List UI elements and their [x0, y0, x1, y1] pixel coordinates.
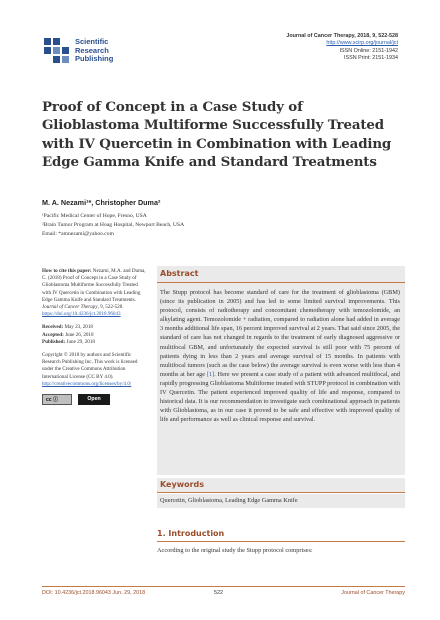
footer-doi: DOI: 10.4236/jct.2018.96043 Jun. 29, 2018 — [42, 590, 146, 596]
abstract-heading: Abstract — [160, 269, 199, 278]
license-link[interactable]: http://creativecommons.org/licenses/by/4.0/ — [42, 380, 132, 387]
publisher-name: Scientific Research Publishing — [75, 37, 114, 64]
affiliation-1: ¹Pacific Medical Center of Hope, Fresno, USA — [42, 213, 147, 219]
introduction-body: According to the original study the Stupp protocol comprises: — [157, 547, 313, 554]
doi-link[interactable]: https://doi.org/10.4236/jct.2018.96043 — [42, 311, 121, 318]
keywords-list: Quercetin, Glioblastoma, Leading Edge Gamma Knife — [157, 494, 405, 508]
journal-info — [218, 33, 398, 63]
how-to-cite: How to cite this paper: Nezami, M.A. and Duma, C. (2018) Proof of Concept in a Case Study of Glioblastoma Multiforme Successfully Treated with IV Quercetin in Combination with Leading Edge Gamma Knife and Standard Treatments. Journal of Cancer Therapy, 9, 522-528. https://doi.org/10.4236/jct.2018.96043 — [42, 268, 146, 318]
article-title: Proof of Concept in a Case Study of Glioblastoma Multiforme Successfully Treated with IV Quercetin in Combination with Leading Edge Gamma Knife and Standard Treatments — [42, 99, 392, 170]
author-affiliations — [42, 212, 322, 239]
affiliation-2: ²Brain Tumor Program at Hoag Hospital, Newport Beach, USA — [42, 222, 185, 228]
introduction-header — [157, 528, 405, 542]
license-badges — [42, 394, 147, 414]
publisher-logo — [42, 36, 182, 68]
author-email[interactable]: Email: *amnezami@yahoo.com — [42, 231, 114, 237]
page-number: 522 — [214, 590, 223, 596]
cc-by-badge[interactable]: cc ⓘ — [42, 394, 72, 405]
abstract-header — [157, 266, 405, 283]
article-sidebar — [42, 268, 147, 414]
keywords-heading: Keywords — [160, 480, 205, 489]
introduction-heading: 1. Introduction — [157, 529, 225, 538]
copyright-notice: Copyright © 2018 by authors and Scientific Research Publishing Inc. This work is licensed under the Creative Commons Attribution International License (CC BY 4.0). http://creativecommons.org/licenses/by/4.0/ — [42, 352, 138, 387]
issn-online: ISSN Online: 2151-1942 — [339, 47, 398, 54]
reference-link[interactable]: [1] — [206, 370, 215, 378]
issn-print: ISSN Print: 2151-1934 — [344, 55, 398, 62]
open-access-badge: Open Access — [78, 394, 110, 405]
article-dates: Received: May 23, 2018 Accepted: June 26, 2018 Published: June 29, 2018 — [42, 324, 95, 345]
abstract-body: The Stupp protocol has become standard of care for the treatment of glioblastoma (GBM) (since its publication in 2005) and has led to some limited survival improvements. This protocol, consists of radiotherapy and concomitant chemotherapy with temozolomide, an alkylating agent. Temozolomide + radiation, compared to radiation alone had added in average 3 months additional life span, 16 percent improved survival at 2 years. That said since 2005, the standard of care has not changed in regards to the treatment of early diagnosed aggressive or multifocal GBM, and unfortunately the expected survival is still poor with 75 percent of patients dying in less than 2 years and average survival of 15 months. In patients with multifocal tumors (such as the case below) the average survival is even worse with less than 4 months at her age [1]. Here we present a case study of a patient with advanced multifocal, and rapidly progressing Glioblastoma Multiforme treated with STUPP protocol in combination with IV Quercetin. The patient experienced improved quality of life and response, compared to historical data. It is our recommendation to investigate such combinational approach in patients with Glioblastoma, as in our case it proved to be safe and effective with improved quality of life and performance as well as clinical response and survival. — [160, 289, 400, 424]
journal-citation-line: Journal of Cancer Therapy, 2018, 9, 522-528 — [286, 33, 398, 39]
footer-journal: Journal of Cancer Therapy — [341, 590, 405, 596]
publisher-logo-icon — [42, 36, 72, 66]
article-authors: M. A. Nezami¹*, Christopher Duma² — [42, 198, 161, 207]
journal-url-link[interactable]: http://www.scirp.org/journal/jct — [326, 40, 398, 47]
keywords-header — [157, 478, 405, 493]
page-footer — [42, 586, 405, 598]
